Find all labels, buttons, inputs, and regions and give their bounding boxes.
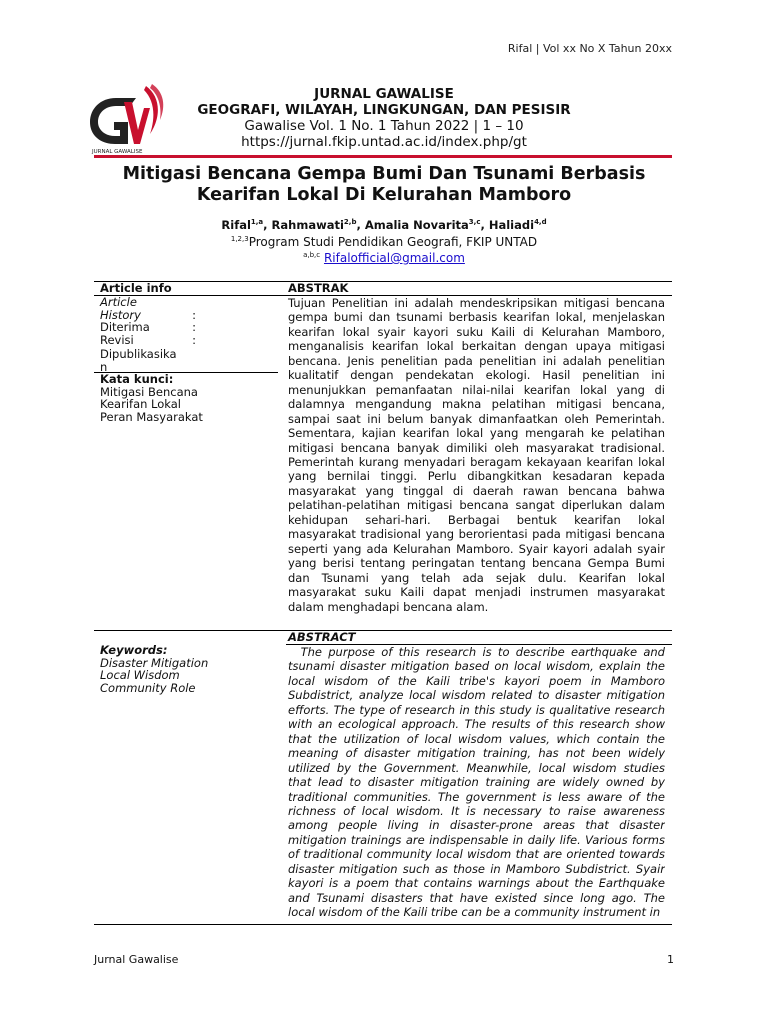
author-list: [96, 218, 672, 232]
history-row: [100, 334, 196, 347]
footer-journal: Jurnal Gawalise: [94, 953, 179, 966]
article-info-header: Article info: [100, 281, 172, 295]
header-rule: [94, 155, 672, 158]
kata-kunci-item: Kearifan Lokal: [100, 397, 181, 412]
running-head: Rifal | Vol xx No X Tahun 20xx: [507, 42, 672, 55]
abstract-body: The purpose of this research is to describe earthquake and tsunami disaster mitigation based on local wisdom, explain the local wisdom of the Kaili tribe's kayori poem in Mamboro Subdistrict, analyze local wisdom related to disaster mitigation efforts. The type of research in this study is qualitative research with an ecological approach. The results of this research show that the utilization of local wisdom values, which contain the meaning of disaster mitigation training, has not been widely utilized by the Government. Meanwhile, local wisdom studies that lead to disaster mitigation training are widely owned by traditional communities. The government is less aware of the richness of local wisdom. It is necessary to raise awareness among people living in disaster-prone areas that disaster mitigation trainings are indispensable in daily life. Various forms of traditional community local wisdom that are oriented towards disaster mitigation such as those in Mamboro Subdistrict. Syair kayori is a poem that contains warnings about the Earthquake and Tsunami disasters that have existed since long ago. The local wisdom of the Kaili tribe can be a community instrument in: [288, 645, 665, 920]
journal-meta-block: [166, 118, 602, 150]
abstract-text: [288, 645, 665, 921]
affiliation: [96, 235, 672, 249]
page-number: 1: [667, 953, 674, 966]
email-sup: a,b,c: [303, 251, 321, 259]
history-row-colon: :: [192, 320, 196, 334]
author-sep: ,: [263, 218, 272, 232]
keyword-item: Community Role: [100, 680, 196, 695]
logo-caption: JURNAL GAWALISE: [92, 149, 143, 155]
published-label-2: n: [100, 359, 108, 374]
history-label-1: Article: [100, 295, 137, 309]
author-sup: 2,b: [343, 218, 357, 227]
author-sep: ,: [480, 218, 489, 232]
journal-logo: [86, 82, 166, 156]
kata-kunci-item: Mitigasi Bencana: [100, 384, 198, 399]
abstrak-header: ABSTRAK: [288, 281, 349, 295]
author-sup: 4,d: [534, 218, 547, 227]
article-title-line-1: Mitigasi Bencana Gempa Bumi Dan Tsunami Berbasis: [122, 164, 646, 184]
author-sup: 3,c: [468, 218, 481, 227]
kata-kunci-block: [100, 373, 203, 423]
gawalise-logo-icon: [86, 82, 166, 156]
history-row: [100, 321, 196, 334]
keywords-block: [100, 644, 208, 694]
abstract-header: ABSTRACT: [288, 630, 356, 644]
article-title-line-2: Kearifan Lokal Di Kelurahan Mamboro: [196, 185, 572, 205]
abstrak-text: Tujuan Penelitian ini adalah mendeskripsikan mitigasi bencana gempa bumi dan tsunami berbasis kearifan lokal, menjelaskan kearifan lokal syair kayori suku Kaili di Kelurahan Mamboro, menganalisis kearifan lokal berkaitan dengan upaya mitigasi bencana. Jenis penelitian pada penelitian ini adalah penelitian kualitatif dengan pendekatan ekologi. Hasil penelitian ini menunjukkan pemanfaatan nilai-nilai kearifan lokal yang di dalamnya mengandung makna pelatihan mitigasi bencana, sampai saat ini belum banyak dimanfaatkan oleh Pemerintah. Sementara, kajian kearifan lokal yang mengarah ke pelatihan mitigasi bencana banyak dimiliki oleh masyarakat tradisional. Pemerintah kurang menyadari beragam kekayaan kearifan lokal yang bernilai tinggi. Perlu dibangkitkan kesadaran kepada masyarakat yang tinggal di daerah rawan bencana bahwa pelatihan-pelatihan mitigasi bencana sangat diperlukan dalam kehidupan sehari-hari. Berbagai bentuk kearifan lokal masyarakat tradisional yang berorientasi pada mitigasi bencana seperti yang ada Kelurahan Mamboro. Syair kayori adalah syair yang berisi tentang peringatan tentang bencana Gempa Bumi dan Tsunami yang telah ada sejak dulu. Kearifan lokal masyarakat suku Kaili dapat menjadi instrumen masyarakat dalam menghadapi bencana alam.: [288, 296, 665, 614]
email-line: [96, 251, 672, 265]
section-divider-rule: [94, 630, 672, 631]
history-colon: :: [192, 307, 196, 322]
author-name: Rifal: [221, 218, 251, 232]
history-dates: [100, 321, 196, 373]
table-top-rule: [94, 281, 672, 282]
kata-kunci-item: Peran Masyarakat: [100, 409, 203, 424]
author-name: Haliadi: [488, 218, 535, 232]
table-bottom-rule: [94, 924, 672, 925]
author-name: Rahmawati: [271, 218, 344, 232]
article-history-label: [100, 296, 196, 321]
keyword-item: Local Wisdom: [100, 668, 180, 683]
published-label-1: Dipublikasika: [100, 347, 177, 362]
history-row-label: Revisi: [100, 332, 134, 347]
kata-kunci-label: Kata kunci:: [100, 372, 174, 386]
journal-title-block: [166, 86, 602, 118]
affiliation-text: Program Studi Pendidikan Geografi, FKIP UNTAD: [248, 235, 538, 249]
journal-subtitle: GEOGRAFI, WILAYAH, LINGKUNGAN, DAN PESISIR: [197, 102, 571, 118]
keyword-item: Disaster Mitigation: [100, 655, 209, 670]
author-name: Amalia Novarita: [364, 218, 469, 232]
affiliation-sup: 1,2,3: [230, 235, 249, 243]
history-row-colon: :: [192, 332, 196, 347]
journal-volume: Gawalise Vol. 1 No. 1 Tahun 2022 | 1 – 10: [244, 118, 524, 134]
author-sup: 1,a: [250, 218, 264, 227]
history-label-2: History: [100, 307, 141, 322]
keywords-label: Keywords:: [100, 643, 168, 657]
journal-url[interactable]: https://jurnal.fkip.untad.ac.id/index.php/gt: [241, 134, 527, 150]
article-title: [96, 164, 672, 206]
history-row-label: Diterima: [100, 320, 150, 334]
author-email-link[interactable]: Rifalofficial@gmail.com: [323, 251, 465, 265]
journal-name: JURNAL GAWALISE: [314, 86, 454, 102]
author-sep: ,: [356, 218, 365, 232]
